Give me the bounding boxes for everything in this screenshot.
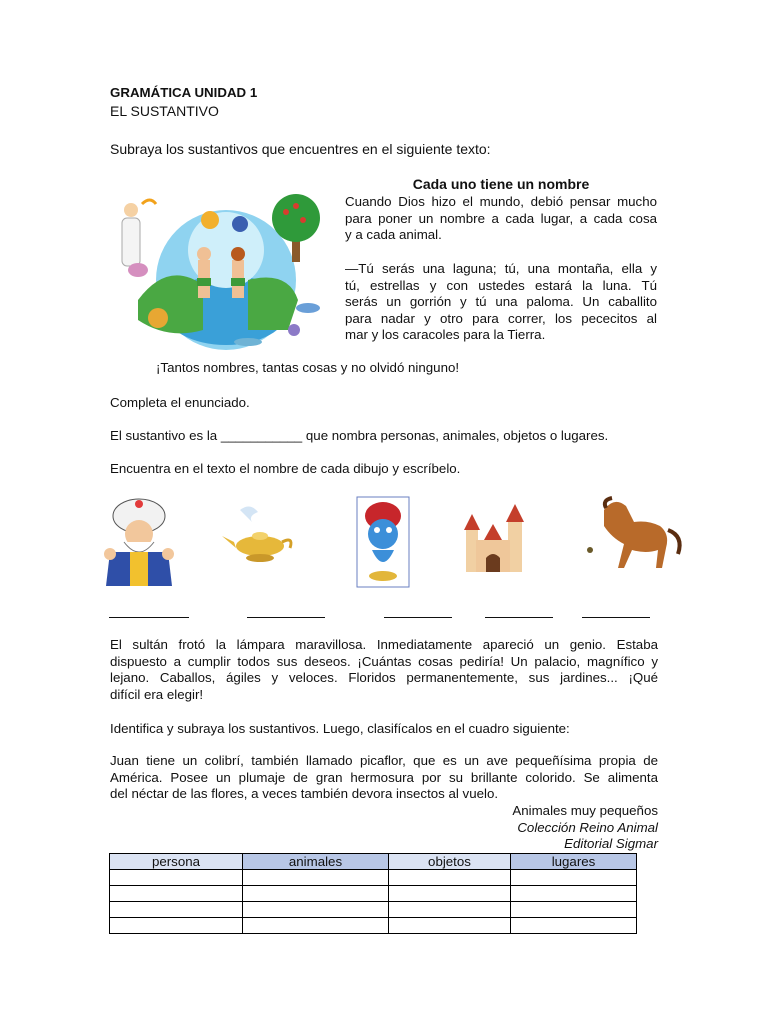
sultan-paragraph [110,637,658,703]
table-cell[interactable] [389,886,511,902]
table-cell[interactable] [389,918,511,934]
hummingbird-paragraph [110,753,658,803]
lamp-icon [220,500,298,572]
table-cell[interactable] [110,870,243,886]
answer-blank[interactable] [485,617,553,618]
table-cell[interactable] [110,902,243,918]
table-cell[interactable] [110,886,243,902]
story-line: Cuando Dios hizo el mundo, debió pensar mucho [345,194,657,209]
story-line: serás un gorrión y tú una paloma. Un caballito [345,294,657,309]
table-header-row [110,854,637,870]
story-line: mar y los caracoles para la Tierra. [345,327,546,342]
header-persona: persona [110,854,243,870]
story-title: Cada uno tiene un nombre [412,176,590,192]
table-cell[interactable] [389,870,511,886]
table-cell[interactable] [511,902,637,918]
story-paragraph-2 [345,261,657,344]
table-cell[interactable] [511,918,637,934]
table-cell[interactable] [110,918,243,934]
instruction-underline: Subraya los sustantivos que encuentres en el siguiente texto: [110,141,491,157]
table-row [110,902,637,918]
table-row [110,870,637,886]
story-closing: ¡Tantos nombres, tantas cosas y no olvidó ninguno! [156,360,460,375]
source-collection: Colección Reino Animal [517,819,658,835]
horse-icon [584,490,690,576]
header-objetos: objetos [389,854,511,870]
answer-blank[interactable] [247,617,325,618]
answer-blank[interactable] [384,617,452,618]
sultan-icon [96,494,182,592]
story-line: para nadar y otro para correr, los pececitos al [345,310,657,326]
page-title: GRAMÁTICA UNIDAD 1 [110,85,258,100]
genie-icon [356,496,410,588]
source-citation [512,803,658,853]
paragraph-line: lejano. Caballos, ágiles y veloces. Floridos permanentemente, sus jardines... ¡Qué [110,670,658,685]
table-cell[interactable] [511,870,637,886]
paragraph-line: Juan tiene un colibrí, también llamado picaflor, que es un ave pequeñísima propia de [110,753,658,768]
source-title: Animales muy pequeños [512,803,658,818]
table-row [110,886,637,902]
answer-blank[interactable] [109,617,189,618]
header-lugares: lugares [511,854,637,870]
paragraph-line: del néctar de las flores, a veces también devora insectos al vuelo. [110,786,499,801]
table-row [110,918,637,934]
source-publisher: Editorial Sigmar [564,836,658,851]
creation-illustration [108,190,338,352]
castle-icon [462,500,526,576]
answer-blank[interactable] [582,617,650,618]
story-line: tú, estrellas y con ustedes estará la luna. Tú [345,277,657,293]
paragraph-line: El sultán frotó la lámpara maravillosa. Inmediatamente apareció un genio. Estaba [110,637,658,652]
complete-label: Completa el enunciado. [110,395,250,410]
story-line: —Tú serás una laguna; tú, una montaña, ella y [345,261,657,276]
table-cell[interactable] [389,902,511,918]
paragraph-line: América. Posee un plumaje de gran hermosura por su brillante colorido. Se alimenta [110,769,658,785]
table-cell[interactable] [243,886,389,902]
page-subtitle: EL SUSTANTIVO [110,103,219,119]
table-cell[interactable] [243,870,389,886]
paragraph-line: dispuesto a cumplir todos sus deseos. ¡Cuántas cosas pediría! Un palacio, magnífico y [110,653,658,669]
table-cell[interactable] [511,886,637,902]
story-line: y a cada animal. [345,227,442,242]
classification-table [109,853,637,934]
table-cell[interactable] [243,902,389,918]
table-cell[interactable] [243,918,389,934]
complete-sentence: El sustantivo es la ___________ que nombra personas, animales, objetos o lugares. [110,428,609,443]
paragraph-line: difícil era elegir! [110,686,204,702]
story-line: para poner un nombre a cada lugar, a cada cosa [345,210,657,226]
find-instruction: Encuentra en el texto el nombre de cada dibujo y escríbelo. [110,461,461,476]
story-paragraph-1 [345,194,657,244]
identify-instruction: Identifica y subraya los sustantivos. Luego, clasifícalos en el cuadro siguiente: [110,721,570,736]
header-animales: animales [243,854,389,870]
